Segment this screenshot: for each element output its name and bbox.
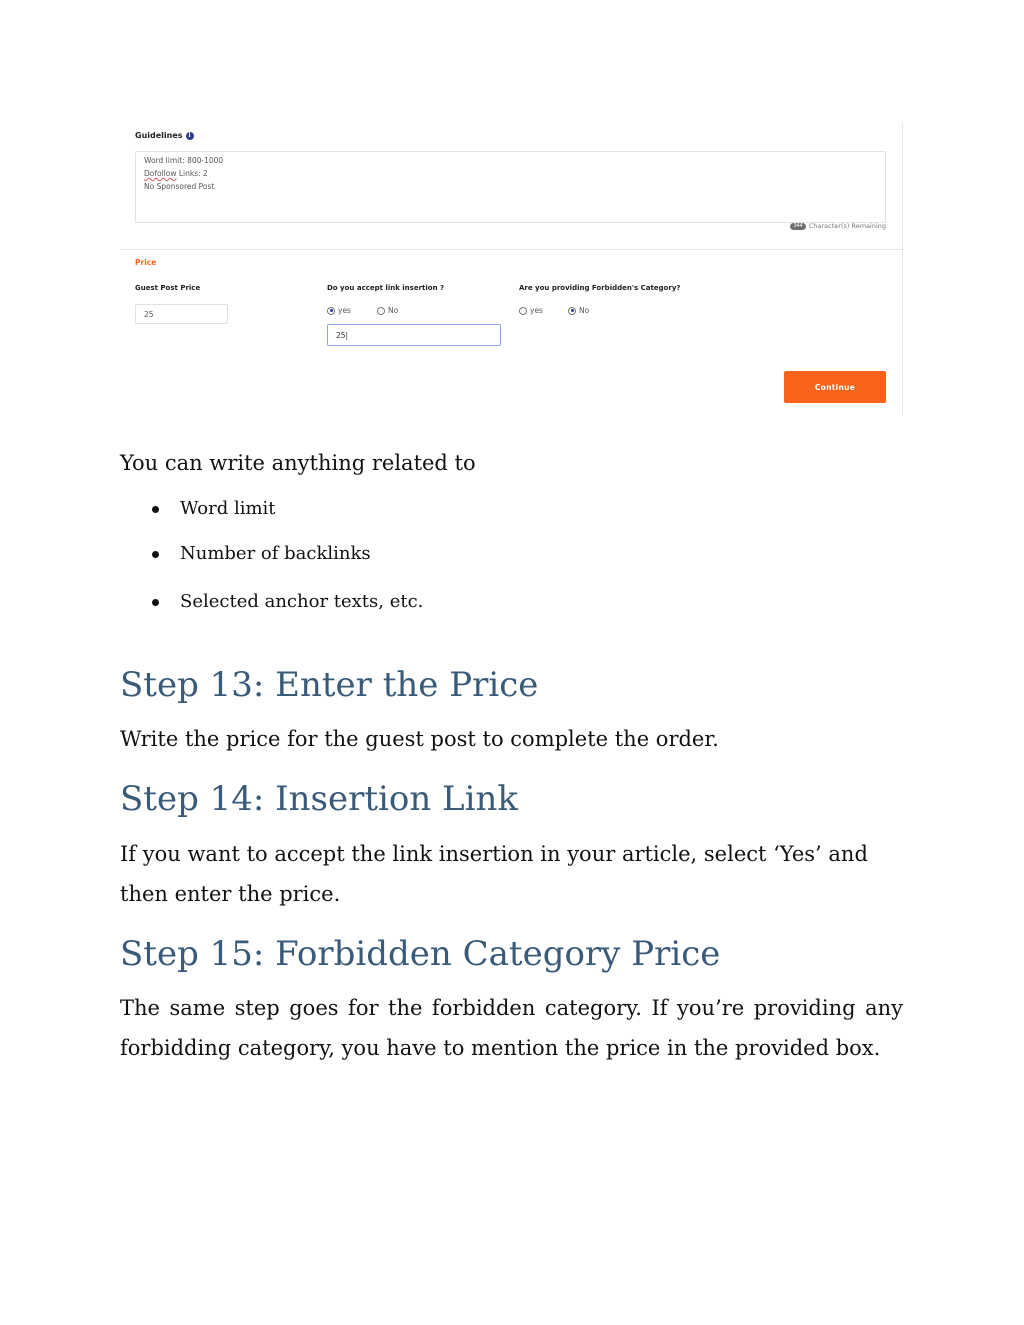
chars-count-badge: 344 <box>790 223 806 230</box>
chars-remaining-label: Character(s) Remaining <box>808 222 886 230</box>
list-item <box>150 591 423 613</box>
guideline-word-limit: Word limit: 800-1000 <box>144 156 224 165</box>
step-13-body: Write the price for the guest post to complete the order. <box>120 727 719 751</box>
guideline-dofollow-word: Dofollow <box>144 169 177 178</box>
bullet-icon <box>152 551 159 558</box>
forbidden-no-label: No <box>579 306 590 315</box>
link-insertion-yes-label: yes <box>338 306 351 315</box>
guideline-dofollow <box>144 169 208 178</box>
radio-checked-icon <box>568 307 576 315</box>
radio-unchecked-icon <box>377 307 385 315</box>
step-15-heading: Step 15: Forbidden Category Price <box>120 934 721 974</box>
guidelines-label: Guidelines <box>135 131 183 140</box>
bullet-icon <box>152 599 159 606</box>
bullet-text: Word limit <box>180 498 276 519</box>
guest-post-price-label: Guest Post Price <box>135 284 201 292</box>
guideline-dofollow-count: Links: 2 <box>176 169 208 178</box>
list-item <box>150 543 423 565</box>
step-14-body: If you want to accept the link insertion in your article, select ‘Yes’ and then enter the price. <box>120 842 868 906</box>
screenshot-border <box>902 122 903 416</box>
intro-text: You can write anything related to <box>120 451 476 475</box>
forbidden-yes-label: yes <box>530 306 543 315</box>
link-insertion-yes-radio[interactable] <box>327 306 351 315</box>
bullet-list <box>150 498 423 613</box>
radio-checked-icon <box>327 307 335 315</box>
link-insertion-no-radio[interactable] <box>377 306 398 315</box>
section-divider <box>121 249 902 250</box>
continue-button[interactable]: Continue <box>784 371 886 403</box>
bullet-icon <box>152 506 159 513</box>
forbidden-category-label: Are you providing Forbidden's Category? <box>519 284 681 292</box>
guidelines-textarea[interactable] <box>135 151 886 223</box>
bullet-text: Number of backlinks <box>180 543 371 564</box>
guest-post-price-input[interactable]: 25 <box>135 304 228 324</box>
chars-remaining <box>790 222 886 230</box>
guidelines-title <box>135 131 194 140</box>
price-section-label: Price <box>135 258 157 267</box>
guideline-sponsored: No Sponsored Post <box>144 182 215 191</box>
forbidden-no-radio[interactable] <box>568 306 589 315</box>
link-insertion-price-input[interactable]: 25| <box>327 324 501 346</box>
link-insertion-label: Do you accept link insertion ? <box>327 284 445 292</box>
link-insertion-no-label: No <box>388 306 399 315</box>
radio-unchecked-icon <box>519 307 527 315</box>
list-item <box>150 498 423 520</box>
step-13-heading: Step 13: Enter the Price <box>120 665 539 705</box>
step-15-body: The same step goes for the forbidden category. If you’re providing any forbidding category, you have to mention the price in the provided box. <box>120 996 903 1060</box>
info-icon[interactable]: i <box>186 132 194 140</box>
bullet-text: Selected anchor texts, etc. <box>180 591 424 612</box>
forbidden-yes-radio[interactable] <box>519 306 543 315</box>
step-14-heading: Step 14: Insertion Link <box>120 779 518 819</box>
order-form-screenshot <box>121 122 904 416</box>
